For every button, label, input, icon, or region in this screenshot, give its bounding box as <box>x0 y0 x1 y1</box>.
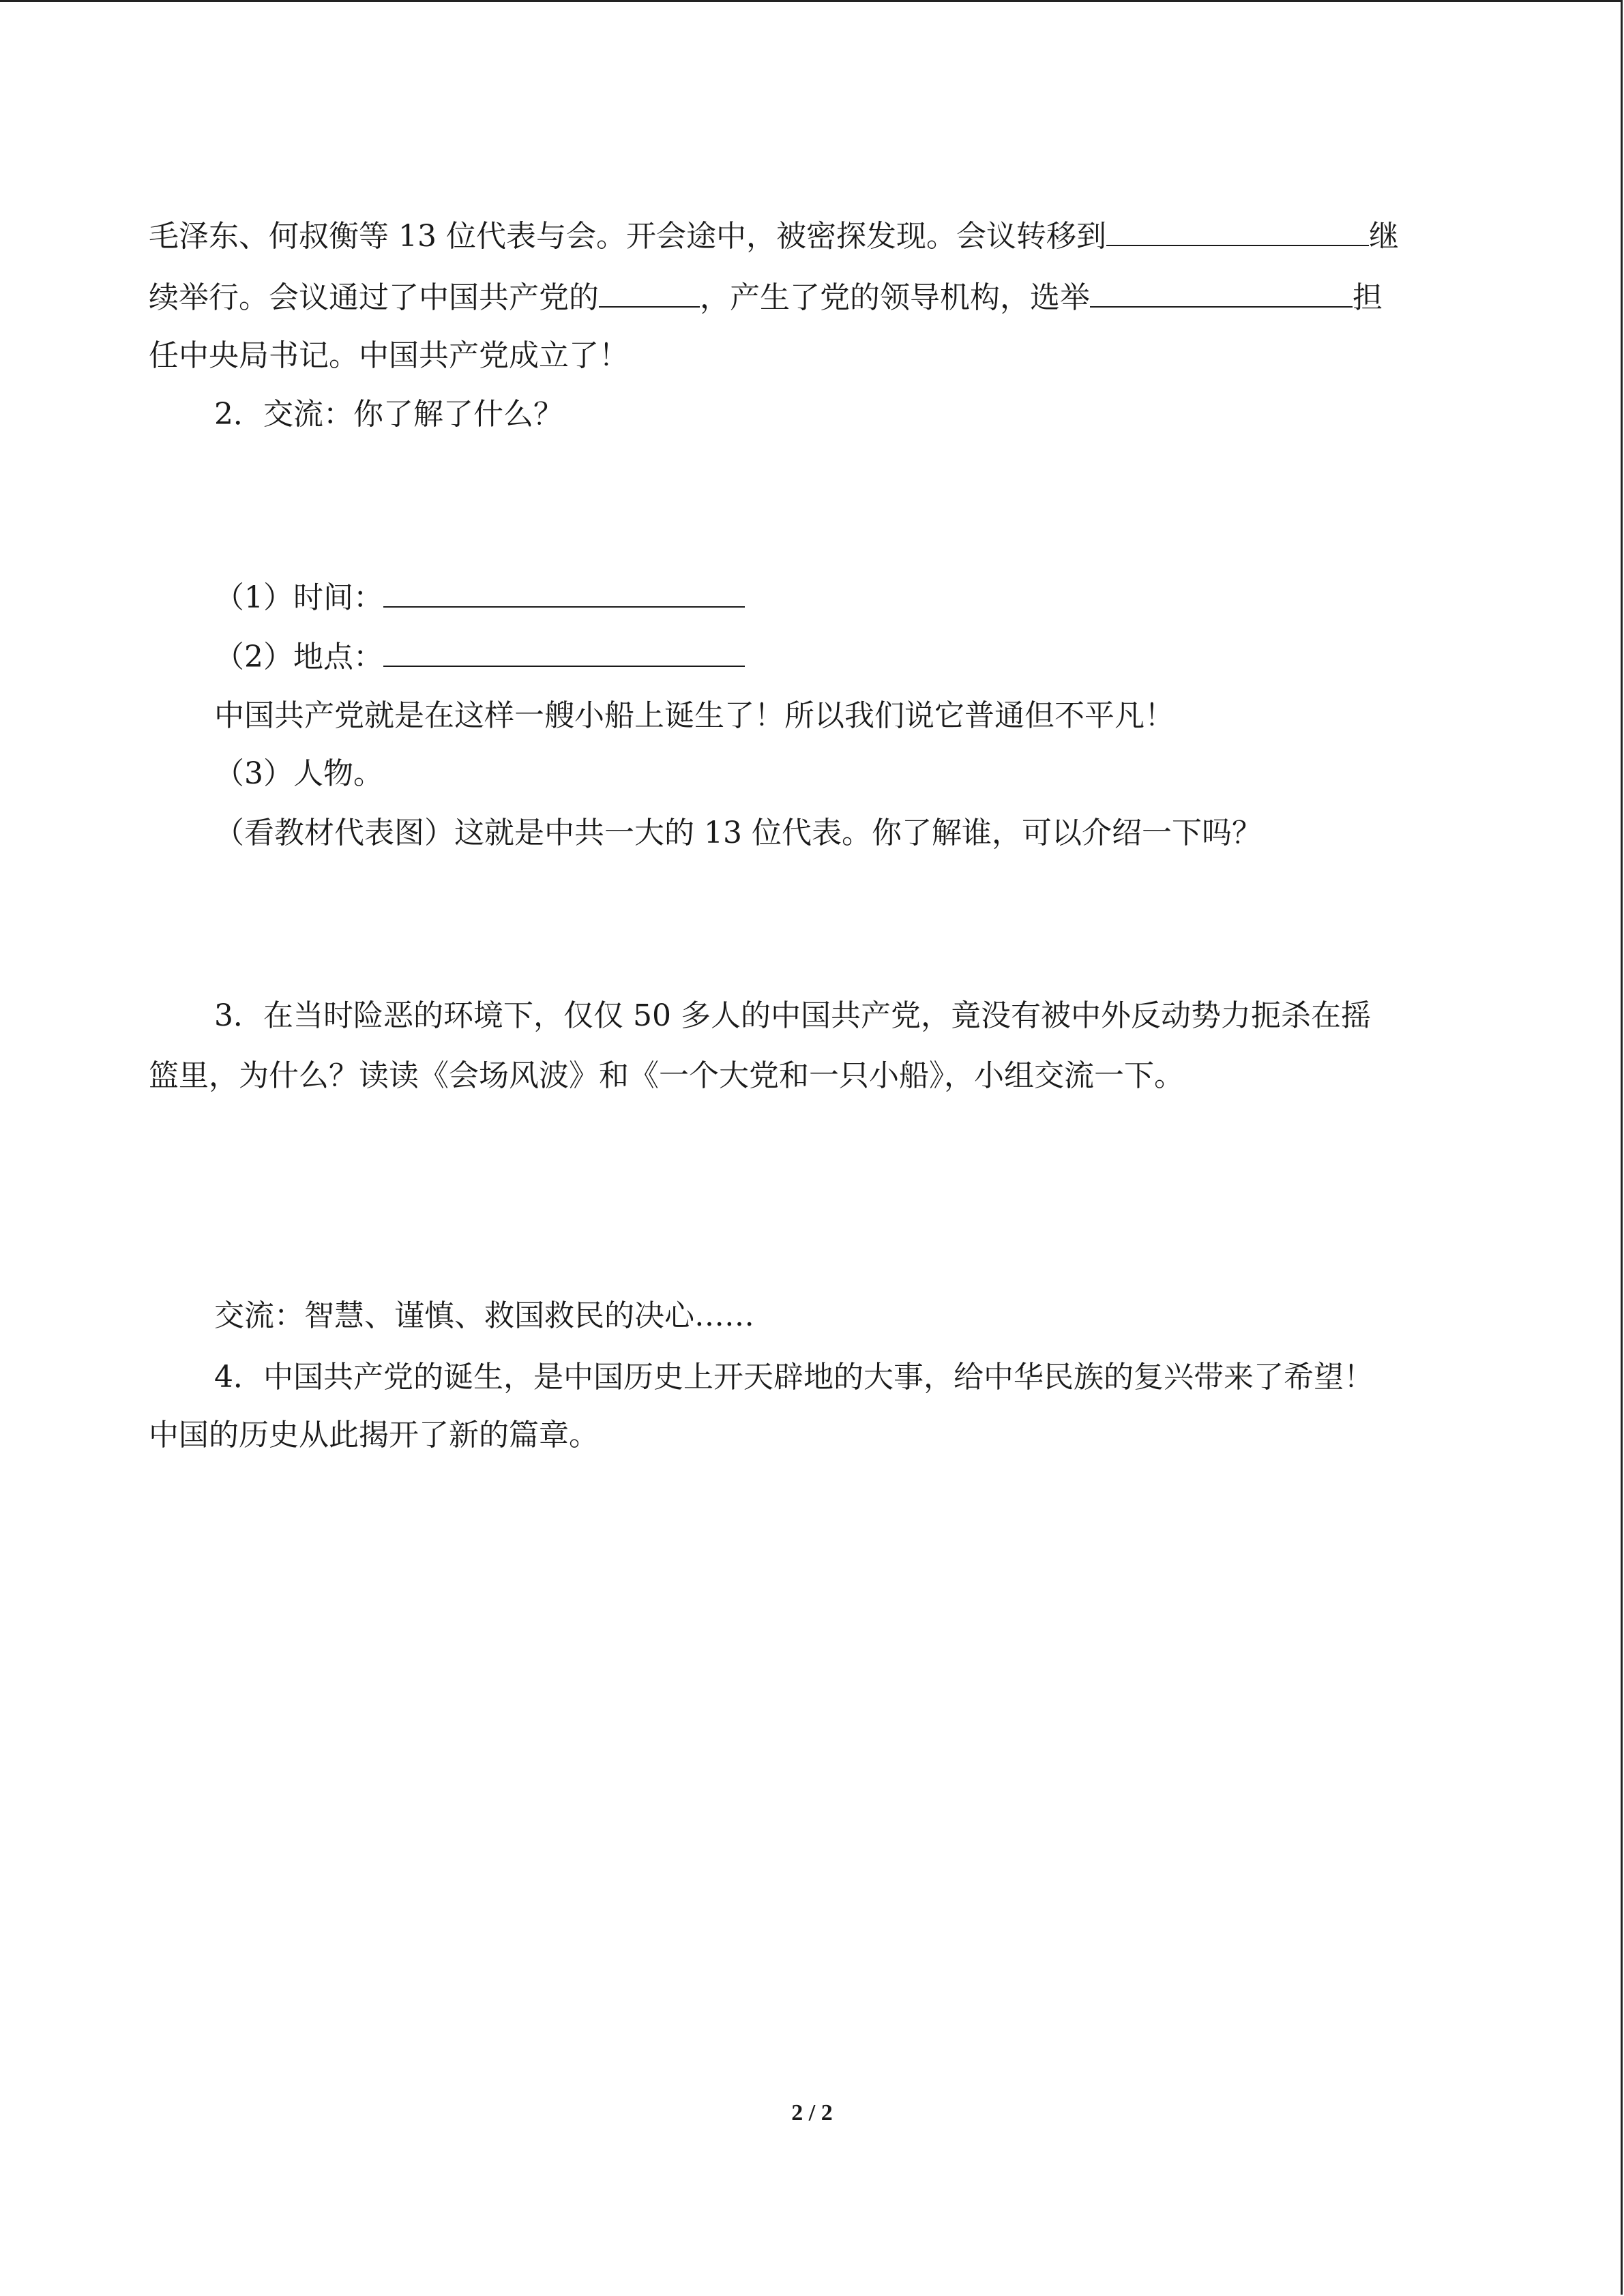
question-text: 中国的历史从此揭开了新的篇章。 <box>149 1418 599 1452</box>
answer-blank-party-program[interactable] <box>599 276 700 308</box>
delegates-prompt <box>214 813 1262 854</box>
paragraph-line-3 <box>149 336 629 376</box>
question-3-line-1 <box>214 996 1371 1037</box>
place-label: （2）地点： <box>214 640 383 674</box>
question-3-line-2 <box>149 1056 1184 1097</box>
paragraph-text: 继 <box>1368 219 1399 254</box>
people-label: （3）人物。 <box>214 756 383 791</box>
time-row <box>214 576 745 618</box>
question-4-line-2 <box>149 1415 599 1456</box>
question-text: 2．交流：你了解了什么？ <box>214 397 563 432</box>
paragraph-line-2 <box>149 276 1383 318</box>
prompt-text: （看教材代表图）这就是中共一大的 13 位代表。你了解谁，可以介绍一下吗？ <box>214 816 1262 850</box>
people-row <box>214 754 383 794</box>
question-text: 3．在当时险恶的环境下，仅仅 50 多人的中国共产党，竟没有被中外反动势力扼杀在摇 <box>214 998 1371 1033</box>
answer-blank-transfer-location[interactable] <box>1106 215 1369 246</box>
answer-blank-secretary[interactable] <box>1090 276 1353 308</box>
exchange-line <box>214 1296 754 1337</box>
place-row <box>214 636 745 678</box>
question-text: 篮里，为什么？读读《会场风波》和《一个大党和一只小船》，小组交流一下。 <box>149 1058 1184 1093</box>
statement-text: 中国共产党就是在这样一艘小船上诞生了！所以我们说它普通但不平凡！ <box>214 698 1175 733</box>
page-number: 2 / 2 <box>791 2100 833 2126</box>
paragraph-text: 任中央局书记。中国共产党成立了！ <box>149 338 629 373</box>
paragraph-text: 续举行。会议通过了中国共产党的 <box>149 280 599 315</box>
paragraph-text: 担 <box>1353 280 1383 315</box>
boat-statement <box>214 696 1175 736</box>
paragraph-text: ，产生了党的领导机构，选举 <box>700 280 1090 315</box>
question-text: 4．中国共产党的诞生，是中国历史上开天辟地的大事，给中华民族的复兴带来了希望！ <box>214 1360 1374 1395</box>
answer-blank-time[interactable] <box>383 576 745 608</box>
question-4-line-1 <box>214 1357 1374 1398</box>
exchange-text: 交流：智慧、谨慎、救国救民的决心…… <box>214 1298 754 1333</box>
time-label: （1）时间： <box>214 580 383 615</box>
answer-blank-place[interactable] <box>383 636 745 667</box>
paragraph-text: 毛泽东、何叔衡等 13 位代表与会。开会途中，被密探发现。会议转移到 <box>149 219 1106 254</box>
paragraph-line-1 <box>149 215 1399 257</box>
question-2-title <box>214 394 563 435</box>
